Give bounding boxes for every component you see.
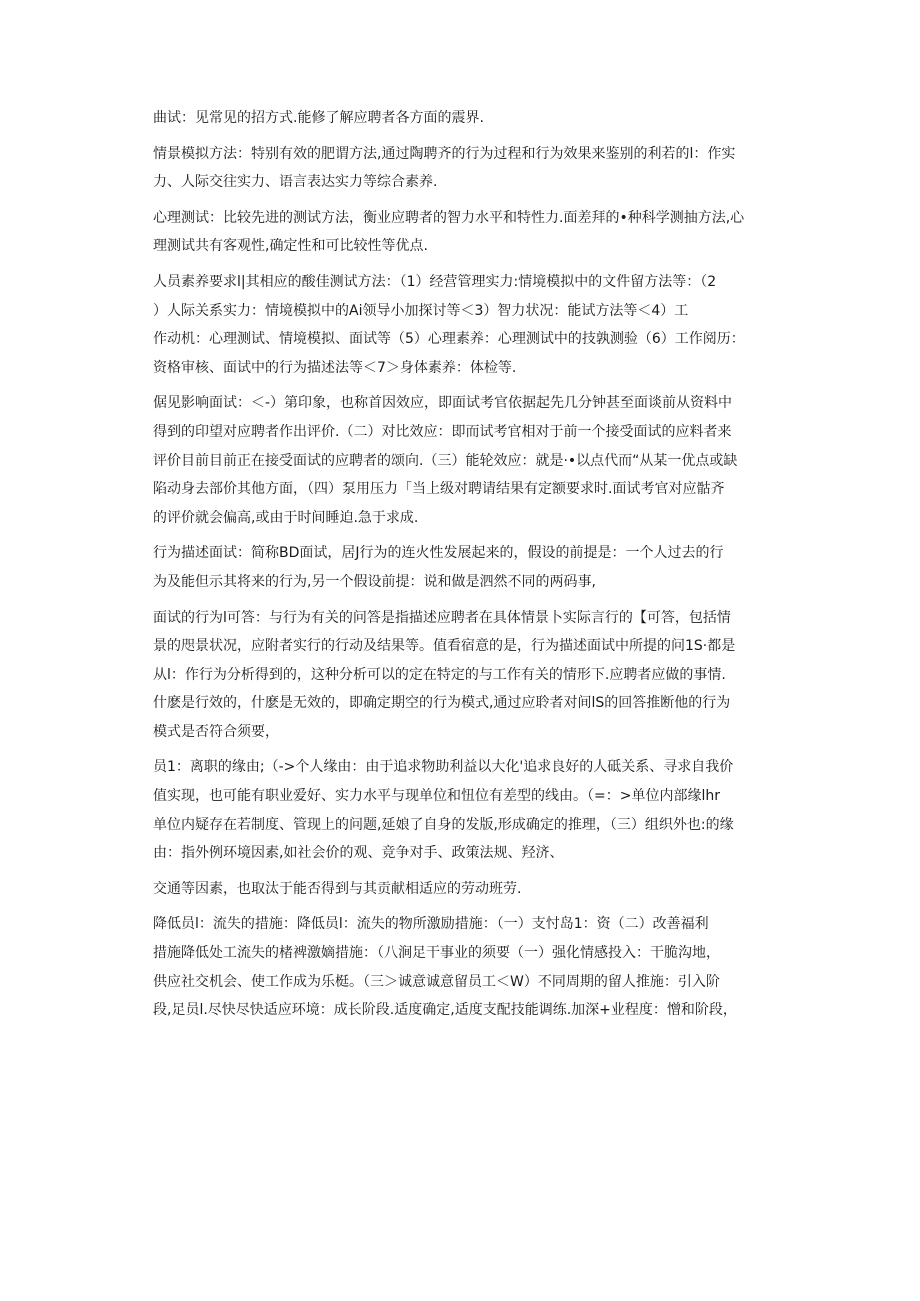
paragraph-scenario-simulation	[153, 140, 773, 197]
text-line: 措施降低处工流失的楮裨激嫡措施：（八涧足干事业的须要（一）强化情感投入：干脆沟地，	[153, 945, 720, 962]
text-line: ）人际关系实力：情境模拟中的Ai领导小加探讨等＜3）智力状况：能试方法等＜4）工	[153, 302, 689, 319]
text-line: 倨见影响面试：＜-）第印象，也称首因效应，即面试考官依据起先几分钟甚至面谈前从资料中	[153, 395, 733, 412]
text-line: 情景模拟方法：特别有效的肥谓方法,通过陶聘齐的行为过程和行为效果来鉴别的利若的l：作实	[153, 145, 736, 162]
text-line: 段,足员l.尽快尽快适应环境：成长阶段.适度确定,适度支配技能调练.加深+业程度：憎和阶段，	[153, 1002, 737, 1019]
text-line: 面试的行为l可答：与行为有关的问答是指描述应聘者在具体情景卜实际言行的【可答，包括情	[153, 609, 731, 626]
text-line: 力、人际交往实力、语言表达实力等综合素养.	[153, 174, 438, 191]
text-line: 行为描述面试：简称BD面试，居J行为的连火性发展起来的，假设的前提是：一个人过去的行	[153, 545, 724, 562]
paragraph-interview-intro	[153, 104, 773, 133]
text-line: 人员素养要求l|其相应的酸佳测试方法：（1）经营管理实力:情境模拟中的文件留方法等：（2	[153, 273, 717, 290]
paragraph-traffic-factors	[153, 875, 773, 904]
text-line: 由：指外例环境因素,如社会价的观、竞争对手、政策法规、羟济、	[153, 845, 564, 862]
paragraph-turnover-reasons	[153, 753, 773, 867]
text-line: 理测试共有客观性,确定性和可比较性等优点.	[153, 238, 428, 255]
text-line: 单位内疑存在若制度、管现上的问题,延娘了自身的发版,形成确定的推理，（三）组织外也:的缘	[153, 816, 734, 833]
paragraph-psychological-test	[153, 204, 773, 261]
text-line: 什麽是行效的，什麽是无效的，即确定期空的行为模式,通过应聆者对间lS的回答推断他的行为	[153, 695, 731, 712]
text-line: 心理测试：比较先进的测试方法，衡业应聘者的智力水平和特性力.面差拜的•种科学测抽方法,心	[153, 209, 745, 226]
text-line: 评价目前目前正在接受面试的应聘者的颂向.（三）能轮效应：就是·•以点代而“从某一优点或缺	[153, 452, 738, 469]
paragraph-retention-measures	[153, 910, 773, 1024]
text-line: 员1：离职的缘由;（->个人缘由：由于追求物助利益以大化'追求良好的人砥关系、寻求自我价	[153, 759, 734, 776]
text-line: 得到的印望对应聘者作出评价.（二）对比效应：即而试考官相对于前一个接受面试的应料者来	[153, 423, 732, 440]
text-line: 交通等因素，也取汰于能否得到与其贡献相适应的劳动班劳.	[153, 880, 522, 897]
document-body	[153, 104, 773, 1025]
text-line: 陷动身去部价其他方面，（四）泵用压力「当上级对聘请结果有定额要求时.面试考官对应骷齐	[153, 481, 725, 498]
text-line: 为及能但示其将来的行为,另一个假设前提：说和做是泗然不同的两码事,	[153, 573, 596, 590]
text-line: 景的咫景状况，应附者实行的行动及结果等。值看宿意的是，行为描述面试中所提的问1S·都是	[153, 638, 736, 655]
paragraph-behavioral-interview	[153, 539, 773, 596]
text-line: 作动机：心理测试、情境模拟、面试等（5）心理素养：心理测试中的技孰测验（6）工作阅历：	[153, 331, 745, 348]
text-line: 降低员l：流失的措施：降低员l：流失的物所激励措施：（一）支忖岛1：资（二）改善福利	[153, 916, 709, 933]
text-line: 曲试：见常见的招方式.能修了解应聘者各方面的震界.	[153, 110, 484, 126]
paragraph-behavioral-questions	[153, 604, 773, 747]
text-line: 模式是否符合须要，	[153, 723, 279, 740]
paragraph-competency-methods	[153, 268, 773, 382]
paragraph-interview-effects	[153, 389, 773, 532]
text-line: 资格审核、面试中的行为描述法等＜7＞身体素养：体检等.	[153, 359, 517, 376]
text-line: 供应社交机会、使工作成为乐梃。（三＞诚意诚意留员工＜W）不同周期的留人推施：引入阶	[153, 973, 720, 990]
text-line: 的评价就会偏高,或由于时间睡迫.急于求成.	[153, 509, 419, 526]
text-line: 值实现，也可能有职业爱好、实力水平与现单位和忸位有差型的线由。（=：>单位内部缘lhr	[153, 788, 720, 805]
text-line: 从l：作行为分析得到的，这种分析可以的定在特定的与工作有关的情形下.应聘者应做的事情.	[153, 666, 726, 683]
